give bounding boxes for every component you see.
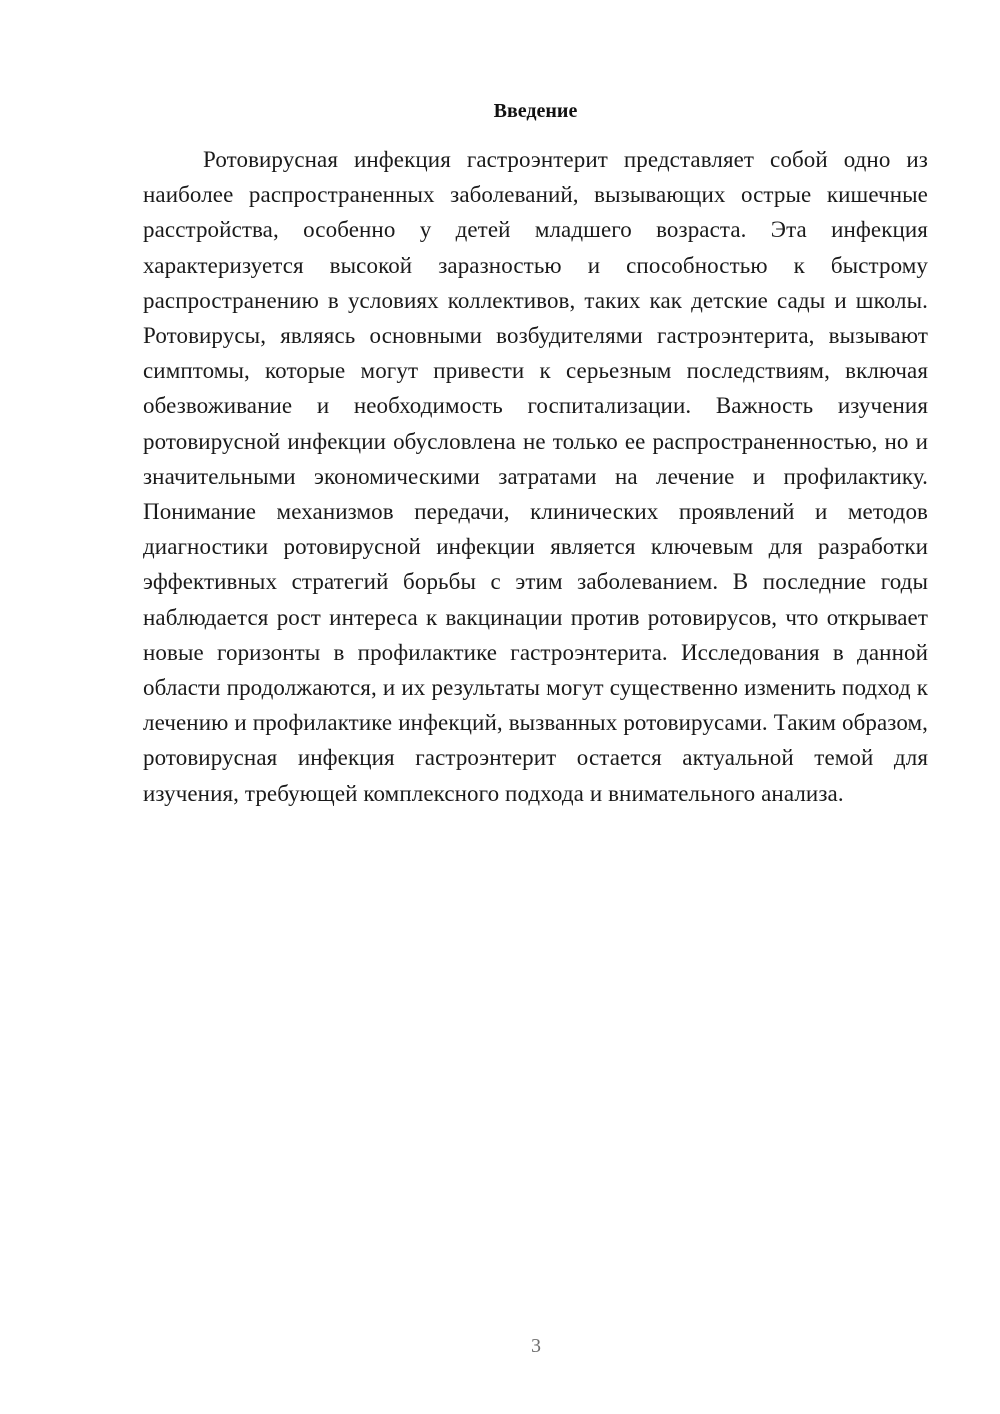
section-heading: Введение (493, 100, 578, 122)
body-paragraph: Ротовирусная инфекция гастроэнтерит представляет собой одно из наиболее распространенных заболеваний, вызывающих острые кишечные расстройства, особенно у детей младшего возраста. Эта инфекция характеризуется высокой заразностью и способностью к быстрому распространению в условиях коллективов, таких как детские сады и школы. Ротовирусы, являясь основными возбудителями гастроэнтерита, вызывают симптомы, которые могут привести к серьезным последствиям, включая обезвоживание и необходимость госпитализации. Важность изучения ротовирусной инфекции обусловлена не только ее распространенностью, но и значительными экономическими затратами на лечение и профилактику. Понимание механизмов передачи, клинических проявлений и методов диагностики ротовирусной инфекции является ключевым для разработки эффективных стратегий борьбы с этим заболеванием. В последние годы наблюдается рост интереса к вакцинации против ротовирусов, что открывает новые горизонты в профилактике гастроэнтерита. Исследования в данной области продолжаются, и их результаты могут существенно изменить подход к лечению и профилактике инфекций, вызванных ротовирусами. Таким образом, ротовирусная инфекция гастроэнтерит остается актуальной темой для изучения, требующей комплексного подхода и внимательного анализа. (143, 147, 928, 806)
page-number: 3 (531, 1335, 541, 1357)
